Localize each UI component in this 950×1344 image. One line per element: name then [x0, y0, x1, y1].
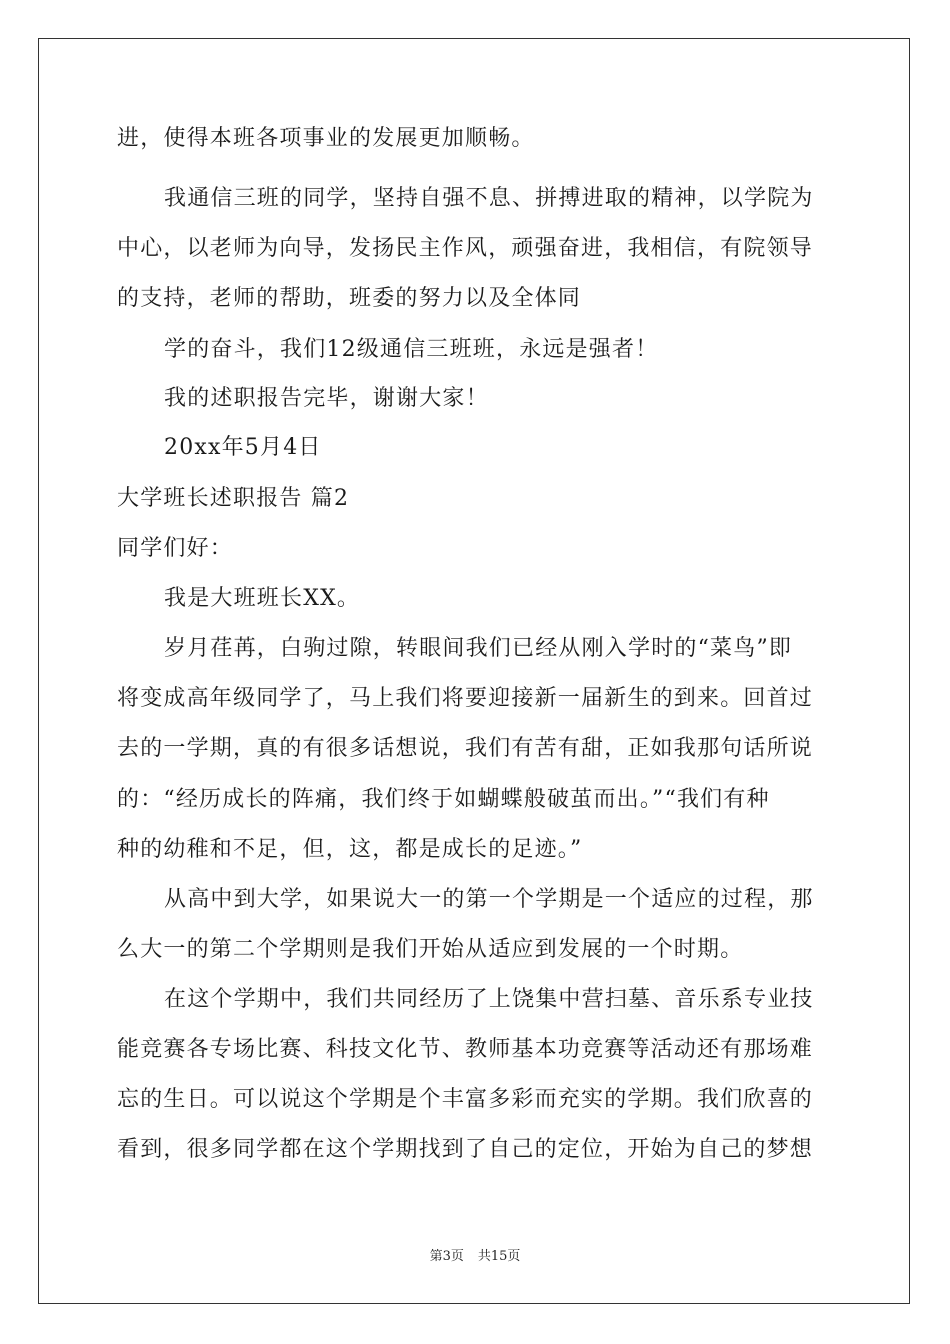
text-line: 能竞赛各专场比赛、科技文化节、教师基本功竞赛等活动还有那场难	[117, 1037, 814, 1062]
text-line: 中心，以老师为向导，发扬民主作风，顽强奋进，我相信，有院领导	[117, 236, 814, 261]
page-number: 第3页	[429, 1249, 464, 1264]
text-line: 的支持，老师的帮助，班委的努力以及全体同	[117, 286, 582, 311]
text-line: 的：“经历成长的阵痛，我们终于如蝴蝶般破茧而出。”“我们有种	[117, 787, 770, 812]
text-line: 进，使得本班各项事业的发展更加顺畅。	[117, 126, 535, 151]
text-line: 在这个学期中，我们共同经历了上饶集中营扫墓、音乐系专业技	[164, 987, 814, 1012]
greeting-line: 同学们好：	[117, 536, 234, 561]
text-line: 学的奋斗，我们12级通信三班班，永远是强者！	[164, 337, 659, 362]
text-line: 看到，很多同学都在这个学期找到了自己的定位，开始为自己的梦想	[117, 1137, 814, 1162]
date-line: 20xx年5月4日	[164, 435, 322, 460]
text-line: 忘的生日。可以说这个学期是个丰富多彩而充实的学期。我们欣喜的	[117, 1087, 814, 1112]
text-line: 将变成高年级同学了，马上我们将要迎接新一届新生的到来。回首过	[117, 686, 814, 711]
text-line: 我通信三班的同学，坚持自强不息、拼搏进取的精神，以学院为	[164, 186, 814, 211]
text-line: 从高中到大学，如果说大一的第一个学期是一个适应的过程，那	[164, 887, 814, 912]
text-line: 我是大班班长XX。	[164, 586, 361, 611]
page-footer	[0, 1249, 950, 1265]
page-border	[38, 38, 910, 1304]
text-line: 种的幼稚和不足，但，这，都是成长的足迹。”	[117, 837, 583, 862]
text-line: 我的述职报告完毕，谢谢大家！	[164, 386, 489, 411]
text-line: 岁月荏苒，白驹过隙，转眼间我们已经从刚入学时的“菜鸟”即	[164, 636, 793, 661]
section-heading: 大学班长述职报告 篇2	[117, 486, 350, 511]
text-line: 去的一学期，真的有很多话想说，我们有苦有甜，正如我那句话所说	[117, 736, 814, 761]
text-line: 么大一的第二个学期则是我们开始从适应到发展的一个时期。	[117, 937, 744, 962]
page-total: 共15页	[477, 1249, 521, 1264]
